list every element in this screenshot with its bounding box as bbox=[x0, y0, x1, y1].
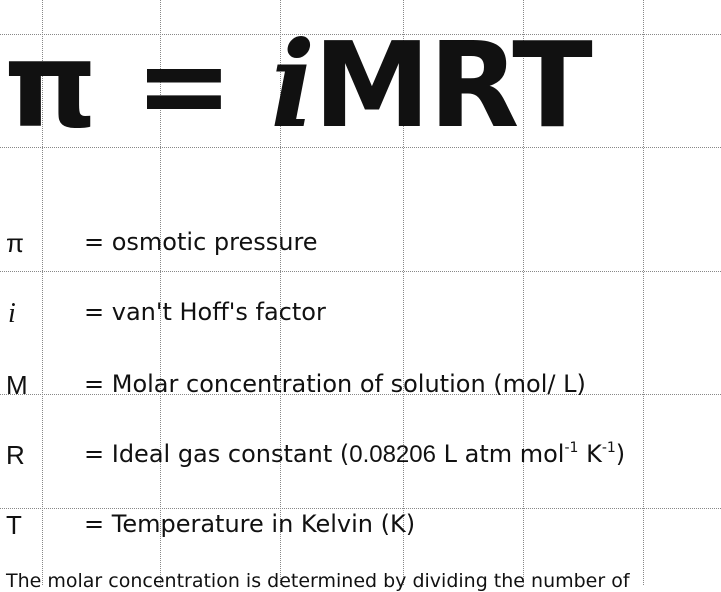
definition-r-text: = Ideal gas constant ( bbox=[84, 440, 350, 468]
symbol-m: M bbox=[6, 370, 28, 400]
definition-row-i bbox=[0, 292, 721, 336]
guide-line bbox=[0, 271, 721, 272]
definition-r-units: L atm mol bbox=[435, 440, 565, 468]
exponent-mol: -1 bbox=[564, 440, 579, 456]
definition-t: = Temperature in Kelvin (K) bbox=[84, 510, 416, 538]
formula-i: i bbox=[270, 15, 314, 154]
symbol-pi: π bbox=[6, 228, 24, 258]
symbol-t: T bbox=[6, 510, 22, 540]
osmotic-pressure-formula bbox=[4, 10, 591, 160]
exponent-k: -1 bbox=[601, 440, 616, 456]
definition-r-close: ) bbox=[615, 440, 626, 468]
definition-m: = Molar concentration of solution (mol/ L) bbox=[84, 370, 586, 398]
definition-pi: = osmotic pressure bbox=[84, 228, 318, 256]
symbol-r: R bbox=[6, 440, 25, 470]
gas-constant-value: 0.08206 bbox=[349, 441, 436, 468]
formula-equals: = bbox=[134, 16, 232, 154]
definition-row-m bbox=[0, 364, 721, 408]
definition-row-pi bbox=[0, 222, 721, 266]
definition-row-t bbox=[0, 504, 721, 548]
formula-pi: π bbox=[4, 16, 96, 154]
footer-text: The molar concentration is determined by dividing the number of bbox=[6, 570, 630, 592]
symbol-i: i bbox=[8, 298, 16, 329]
definition-r-kelvin: K bbox=[578, 440, 602, 468]
definition-row-r bbox=[0, 434, 721, 478]
definition-i: = van't Hoff's factor bbox=[84, 298, 326, 326]
formula-mrt: MRT bbox=[313, 16, 591, 154]
definition-r bbox=[84, 440, 625, 469]
